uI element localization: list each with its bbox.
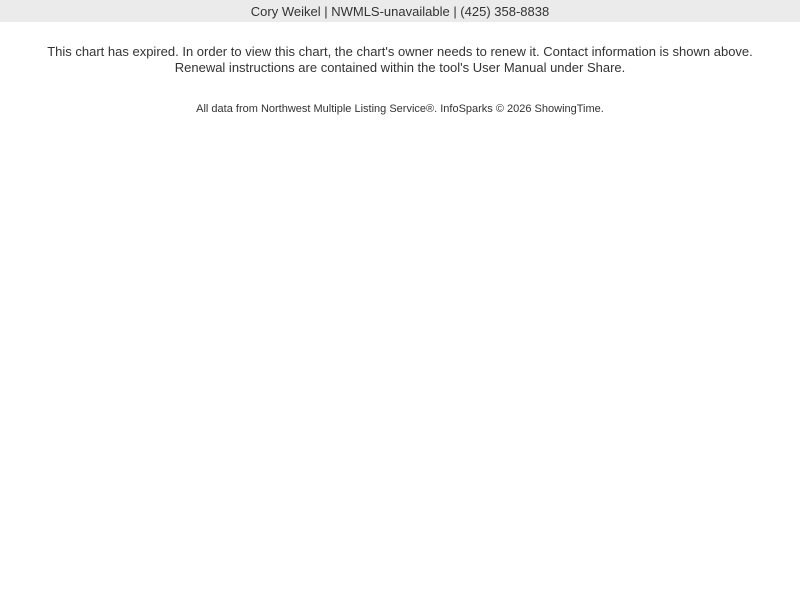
- contact-text: Cory Weikel | NWMLS-unavailable | (425) 358-8838: [250, 3, 550, 19]
- attribution-text: All data from Northwest Multiple Listing Service®. InfoSparks © 2026 ShowingTime.: [196, 103, 604, 115]
- expired-message: This chart has expired. In order to view this chart, the chart's owner needs to renew it. Contact information is shown above. Renewal instructions are contained within the tool's User Manual under Share.: [47, 44, 753, 75]
- contact-bar: [0, 0, 800, 22]
